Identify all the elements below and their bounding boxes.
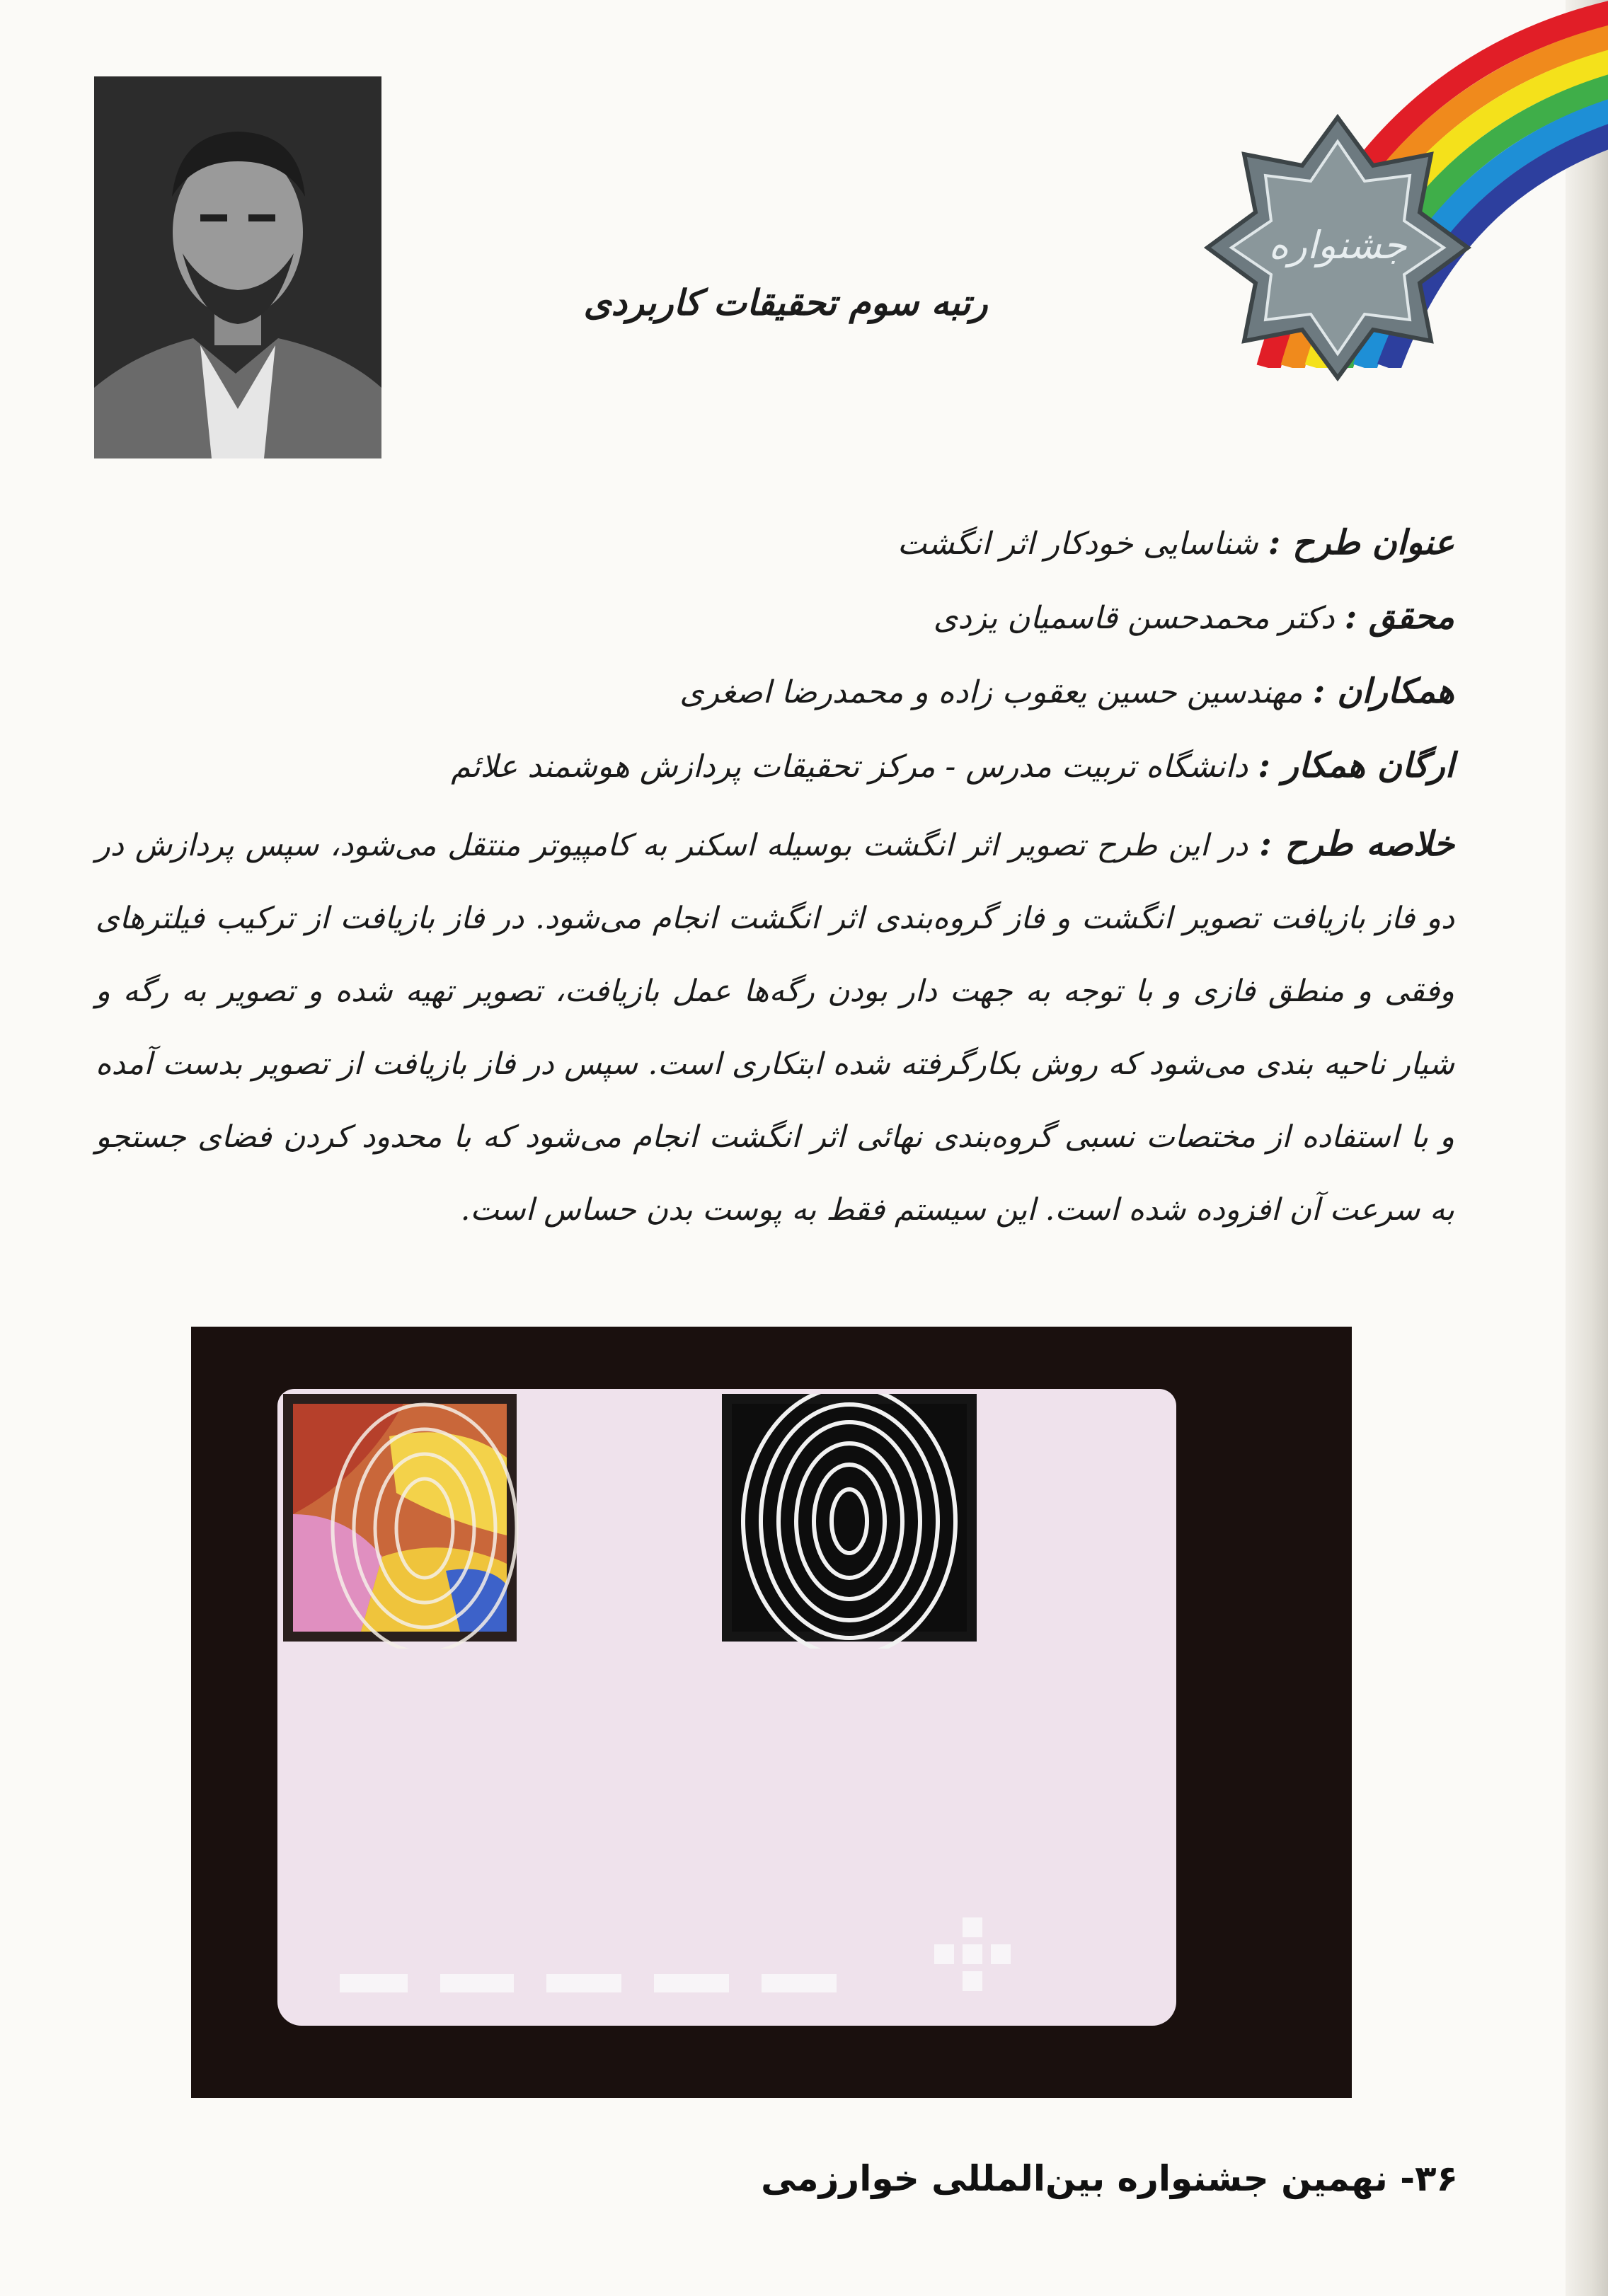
field-value: مهندسین حسین یعقوب زاده و محمدرضا اصغری (679, 674, 1303, 710)
field-label: ارگان همکار : (1258, 746, 1454, 785)
status-bar-segment (654, 1974, 729, 1992)
project-info (96, 506, 1454, 803)
status-bar-segment (546, 1974, 621, 1992)
collaborators-row (96, 654, 1454, 729)
researcher-row (96, 580, 1454, 654)
emblem-text: جشنواره (1268, 223, 1407, 267)
organization-row (96, 729, 1454, 803)
plus-cursor-icon (934, 1917, 1012, 2002)
festival-emblem (1203, 113, 1472, 382)
page-footer: ۳۶- نهمین جشنواره بین‌المللی خوارزمی (761, 2158, 1458, 2199)
status-bar-segment (340, 1974, 408, 1992)
project-title-row (96, 506, 1454, 580)
field-value: دکتر محمدحسن قاسمیان یزدی (933, 600, 1335, 636)
status-bar-segment (440, 1974, 514, 1992)
binarized-fingerprint-image (531, 1394, 984, 1649)
rank-title: رتبه سوم تحقیقات کاربردی (583, 282, 988, 323)
summary-text: در این طرح تصویر اثر انگشت بوسیله اسکنر به کامپیوتر منتقل می‌شود، سپس پردازش در دو فاز بازیافت تصویر انگشت و فاز گروه‌بندی اثر انگشت انجام می‌شود. در فاز بازیافت از ترکیب فیلترهای وفقی و منطق فازی و با توجه به جهت دار بودن رگه‌ها عمل بازیافت، تصویر تهیه شده و تصویر به رگه و شیار ناحیه بندی می‌شود که روش بکارگرفته شده ابتکاری است. سپس در فاز بازیافت از تصویر بدست آمده و با استفاده از مختصات نسبی گروه‌بندی نهائی اثر انگشت انجام می‌شود که با محدود کردن فضای جستجو به سرعت آن افزوده شده است. این سیستم فقط به پوست بدن حساس است. (96, 828, 1455, 1228)
field-label: محقق : (1344, 597, 1454, 637)
researcher-photo (94, 76, 381, 458)
field-value: دانشگاه تربیت مدرس - مرکز تحقیقات پردازش هوشمند علائم (451, 749, 1248, 785)
portrait-icon (94, 76, 381, 458)
field-label: همکاران : (1312, 671, 1454, 711)
field-value: شناسایی خودکار اثر انگشت (897, 526, 1258, 562)
project-summary (96, 808, 1454, 1247)
summary-label: خلاصه طرح : (1259, 824, 1454, 864)
status-bar-segment (762, 1974, 837, 1992)
star-emblem-icon (1203, 113, 1472, 382)
field-label: عنوان طرح : (1268, 523, 1454, 563)
colored-fingerprint-image (92, 1394, 524, 1649)
